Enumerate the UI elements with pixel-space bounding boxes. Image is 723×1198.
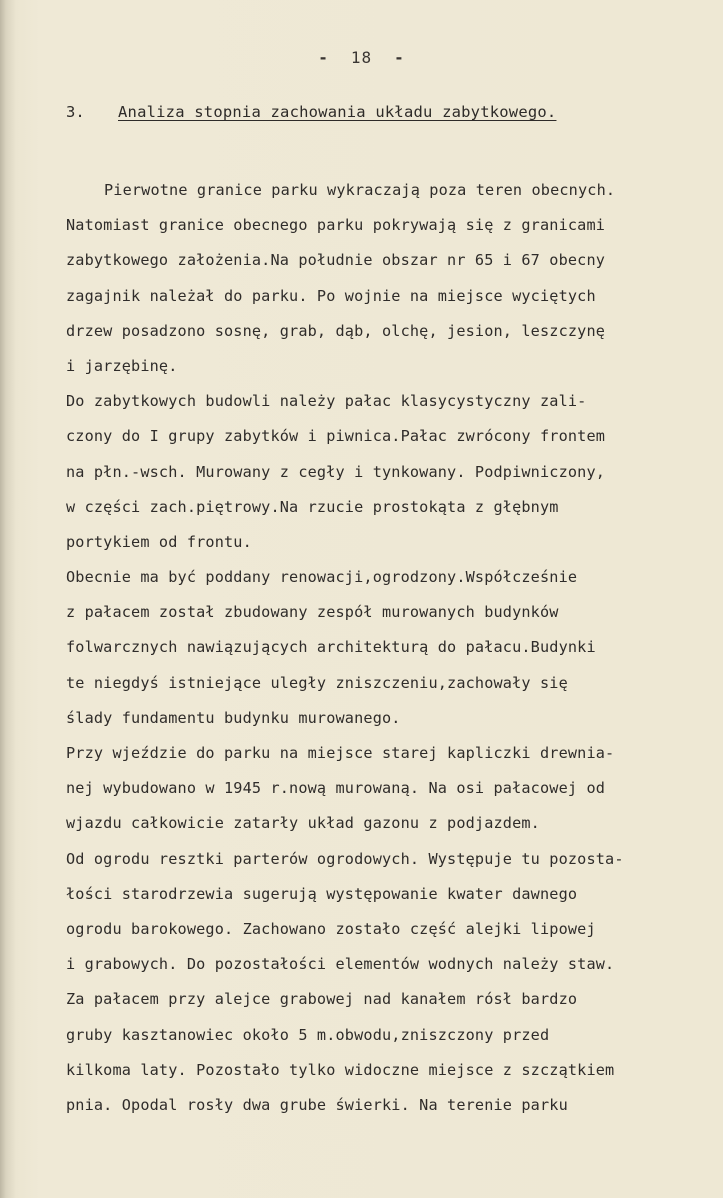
text-line: Do zabytkowych budowli należy pałac klasycystyczny zali- [66,392,587,411]
section-number: 3. [66,103,85,121]
text-line: zagajnik należał do parku. Po wojnie na miejsce wyciętych [66,286,596,305]
body-text [66,173,681,1123]
text-line: z pałacem został zbudowany zespół murowanych budynków [66,603,559,622]
text-line: ślady fundamentu budynku murowanego. [66,708,401,727]
text-line: drzew posadzono sosnę, grab, dąb, olchę, jesion, leszczynę [66,321,606,340]
text-line: i jarzębinę. [66,356,178,375]
page-number: 18 [350,48,373,67]
text-line: Od ogrodu resztki parterów ogrodowych. Występuje tu pozosta- [66,849,624,868]
text-line: te niegdyś istniejące uległy zniszczeniu,zachowały się [66,673,568,692]
text-line: Przy wjeździe do parku na miejsce starej kapliczki drewnia- [66,744,615,762]
page-number-dash-left: - [318,48,329,67]
text-line: w części zach.piętrowy.Na rzucie prostokąta z głębnym [66,497,559,516]
text-line: pnia. Opodal rosły dwa grube świerki. Na terenie parku [66,1095,568,1114]
text-line: na płn.-wsch. Murowany z cegły i tynkowany. Podpiwniczony, [66,462,606,481]
text-line: czony do I grupy zabytków i piwnica.Pałac zwrócony frontem [66,427,606,446]
text-line: zabytkowego założenia.Na południe obszar nr 65 i 67 obecny [66,251,606,270]
text-line: folwarcznych nawiązujących architekturą do pałacu.Budynki [66,638,596,657]
page-number-dash-right: - [394,48,405,67]
text-line: gruby kasztanowiec około 5 m.obwodu,zniszczony przed [66,1025,550,1044]
text-line: wjazdu całkowicie zatarły układ gazonu z podjazdem. [66,814,540,833]
text-line: Natomiast granice obecnego parku pokrywają się z granicami [66,216,606,235]
text-line: ogrodu barokowego. Zachowano zostało część alejki lipowej [66,919,596,938]
text-line: Za pałacem przy alejce grabowej nad kanałem rósł bardzo [66,990,578,1009]
text-line: Pierwotne granice parku wykraczają poza teren obecnych. [104,181,616,199]
section-title: Analiza stopnia zachowania układu zabytkowego. [118,103,557,121]
text-line: nej wybudowano w 1945 r.nową murowaną. Na osi pałacowej od [66,779,606,798]
section-heading [66,103,556,121]
page-number-header [0,48,723,67]
text-line: łości starodrzewia sugerują występowanie kwater dawnego [66,884,578,903]
text-line: i grabowych. Do pozostałości elementów wodnych należy staw. [66,955,615,974]
text-line: Obecnie ma być poddany renowacji,ogrodzony.Współcześnie [66,568,578,587]
text-line: portykiem od frontu. [66,532,252,551]
text-line: kilkoma laty. Pozostało tylko widoczne miejsce z szczątkiem [66,1060,615,1079]
